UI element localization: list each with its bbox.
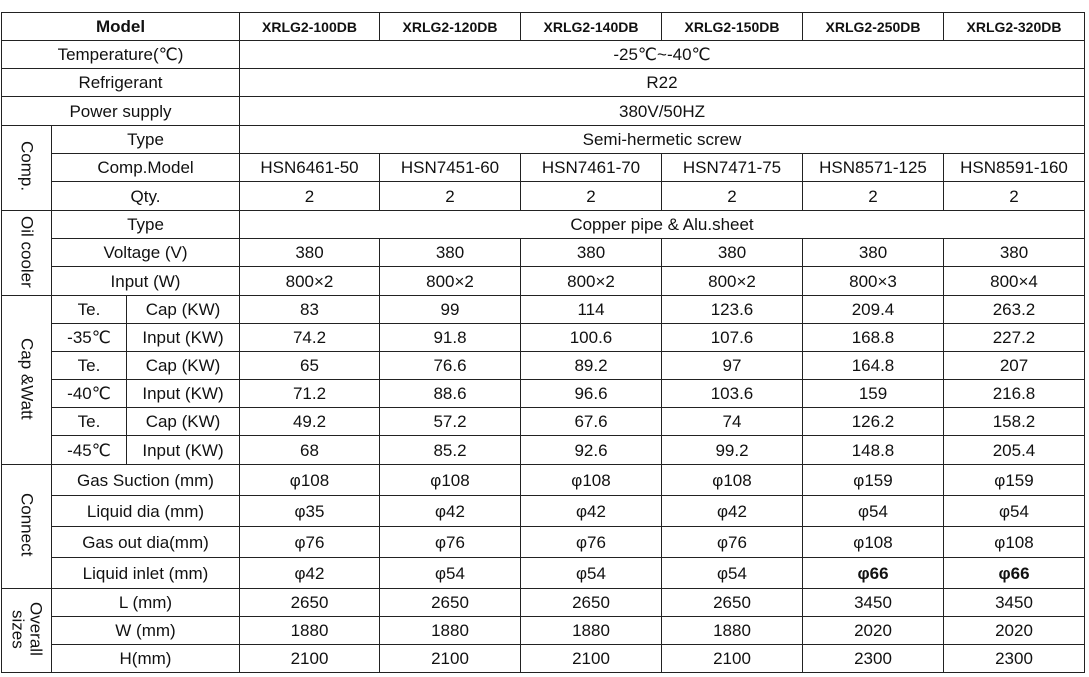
value-cell: 380	[944, 239, 1085, 267]
value-cell: 800×4	[944, 267, 1085, 296]
value-cell: 800×2	[662, 267, 803, 296]
value-cell: 205.4	[944, 436, 1085, 465]
model-cell: XRLG2-120DB	[380, 13, 521, 41]
row-label: Input (KW)	[127, 436, 240, 465]
row-label: Temperature(℃)	[2, 41, 240, 69]
group-label-comp: Comp.	[2, 126, 52, 211]
liquid-inlet-row	[2, 558, 1085, 589]
te-label: Te.	[52, 352, 127, 380]
value-cell: 97	[662, 352, 803, 380]
value-cell: 800×2	[240, 267, 380, 296]
value-cell: 3450	[803, 589, 944, 617]
value-cell: 800×2	[380, 267, 521, 296]
value-cell: HSN8571-125	[803, 154, 944, 182]
value-cell: 168.8	[803, 324, 944, 352]
row-label: Gas out dia(mm)	[52, 527, 240, 558]
value-cell: 2	[521, 182, 662, 211]
oil-voltage-row	[2, 239, 1085, 267]
cap-row-35	[2, 296, 1085, 324]
value-cell: 380	[662, 239, 803, 267]
value-cell: 76.6	[380, 352, 521, 380]
value-cell: φ54	[944, 496, 1085, 527]
value-cell: 2650	[240, 589, 380, 617]
comp-type-row	[2, 126, 1085, 154]
value-cell: 2	[662, 182, 803, 211]
value-cell: 99	[380, 296, 521, 324]
value-cell: φ159	[944, 465, 1085, 496]
value-cell: 380	[521, 239, 662, 267]
value-cell: 67.6	[521, 408, 662, 436]
value-cell: 159	[803, 380, 944, 408]
value-cell: 88.6	[380, 380, 521, 408]
value-cell: 2	[380, 182, 521, 211]
value-cell: φ108	[521, 465, 662, 496]
value-cell: 1880	[521, 617, 662, 645]
value-cell: φ108	[662, 465, 803, 496]
group-label-oil-cooler: Oil cooler	[2, 211, 52, 296]
value-cell: 107.6	[662, 324, 803, 352]
power-supply-row	[2, 97, 1085, 126]
value-cell: HSN7471-75	[662, 154, 803, 182]
value-cell: 123.6	[662, 296, 803, 324]
merged-value: Semi-hermetic screw	[240, 126, 1085, 154]
value-cell: φ66	[803, 558, 944, 589]
value-cell: 96.6	[521, 380, 662, 408]
value-cell: 263.2	[944, 296, 1085, 324]
merged-value: 380V/50HZ	[240, 97, 1085, 126]
row-label: Power supply	[2, 97, 240, 126]
row-label: Comp.Model	[52, 154, 240, 182]
value-cell: 209.4	[803, 296, 944, 324]
value-cell: 158.2	[944, 408, 1085, 436]
value-cell: 2300	[944, 645, 1085, 673]
value-cell: 1880	[662, 617, 803, 645]
value-cell: 91.8	[380, 324, 521, 352]
value-cell: φ76	[240, 527, 380, 558]
te-label: Te.	[52, 408, 127, 436]
height-row	[2, 645, 1085, 673]
te-value: -40℃	[52, 380, 127, 408]
model-label: Model	[2, 13, 240, 41]
value-cell: 2020	[803, 617, 944, 645]
row-label: Cap (KW)	[127, 352, 240, 380]
value-cell: φ108	[944, 527, 1085, 558]
value-cell: φ108	[240, 465, 380, 496]
value-cell: 800×3	[803, 267, 944, 296]
model-cell: XRLG2-250DB	[803, 13, 944, 41]
value-cell: φ108	[803, 527, 944, 558]
value-cell: 85.2	[380, 436, 521, 465]
value-cell: φ76	[380, 527, 521, 558]
value-cell: 92.6	[521, 436, 662, 465]
gas-out-dia-row	[2, 527, 1085, 558]
value-cell: 164.8	[803, 352, 944, 380]
te-label: Te.	[52, 296, 127, 324]
cap-row-40	[2, 352, 1085, 380]
value-cell: 380	[240, 239, 380, 267]
value-cell: 3450	[944, 589, 1085, 617]
row-label: L (mm)	[52, 589, 240, 617]
value-cell: 2100	[240, 645, 380, 673]
value-cell: 1880	[240, 617, 380, 645]
value-cell: 99.2	[662, 436, 803, 465]
value-cell: 2650	[380, 589, 521, 617]
input-row-40	[2, 380, 1085, 408]
row-label: Cap (KW)	[127, 296, 240, 324]
value-cell: 380	[380, 239, 521, 267]
model-cell: XRLG2-150DB	[662, 13, 803, 41]
value-cell: φ54	[803, 496, 944, 527]
row-label: Qty.	[52, 182, 240, 211]
cap-row-45	[2, 408, 1085, 436]
value-cell: 89.2	[521, 352, 662, 380]
te-value: -45℃	[52, 436, 127, 465]
value-cell: 2	[240, 182, 380, 211]
value-cell: HSN6461-50	[240, 154, 380, 182]
value-cell: φ159	[803, 465, 944, 496]
te-value: -35℃	[52, 324, 127, 352]
value-cell: 65	[240, 352, 380, 380]
value-cell: φ42	[521, 496, 662, 527]
model-cell: XRLG2-320DB	[944, 13, 1085, 41]
row-label: W (mm)	[52, 617, 240, 645]
row-label: Input (KW)	[127, 324, 240, 352]
merged-value: Copper pipe & Alu.sheet	[240, 211, 1085, 239]
row-label: Liquid inlet (mm)	[52, 558, 240, 589]
temperature-row	[2, 41, 1085, 69]
group-label-connect: Connect	[2, 465, 52, 589]
value-cell: HSN8591-160	[944, 154, 1085, 182]
gas-suction-row	[2, 465, 1085, 496]
value-cell: φ42	[240, 558, 380, 589]
value-cell: φ76	[521, 527, 662, 558]
spec-table	[1, 12, 1085, 673]
value-cell: 57.2	[380, 408, 521, 436]
row-label: Type	[52, 211, 240, 239]
liquid-dia-row	[2, 496, 1085, 527]
value-cell: 74.2	[240, 324, 380, 352]
value-cell: 2100	[662, 645, 803, 673]
value-cell: 2020	[944, 617, 1085, 645]
header-row	[2, 13, 1085, 41]
value-cell: φ42	[380, 496, 521, 527]
comp-model-row	[2, 154, 1085, 182]
row-label: Input (W)	[52, 267, 240, 296]
value-cell: 216.8	[944, 380, 1085, 408]
row-label: Input (KW)	[127, 380, 240, 408]
value-cell: φ54	[662, 558, 803, 589]
value-cell: 2300	[803, 645, 944, 673]
value-cell: 74	[662, 408, 803, 436]
value-cell: HSN7451-60	[380, 154, 521, 182]
value-cell: φ66	[944, 558, 1085, 589]
value-cell: 148.8	[803, 436, 944, 465]
row-label: Refrigerant	[2, 69, 240, 97]
row-label: Voltage (V)	[52, 239, 240, 267]
value-cell: 2650	[662, 589, 803, 617]
value-cell: 2100	[521, 645, 662, 673]
model-cell: XRLG2-140DB	[521, 13, 662, 41]
comp-qty-row	[2, 182, 1085, 211]
oil-type-row	[2, 211, 1085, 239]
value-cell: 68	[240, 436, 380, 465]
row-label: Cap (KW)	[127, 408, 240, 436]
merged-value: -25℃~-40℃	[240, 41, 1085, 69]
value-cell: φ54	[521, 558, 662, 589]
value-cell: HSN7461-70	[521, 154, 662, 182]
width-row	[2, 617, 1085, 645]
group-label-cap-watt: Cap &Watt	[2, 296, 52, 465]
value-cell: 2100	[380, 645, 521, 673]
value-cell: φ42	[662, 496, 803, 527]
row-label: Type	[52, 126, 240, 154]
value-cell: 114	[521, 296, 662, 324]
value-cell: 49.2	[240, 408, 380, 436]
value-cell: 207	[944, 352, 1085, 380]
value-cell: φ108	[380, 465, 521, 496]
length-row	[2, 589, 1085, 617]
refrigerant-row	[2, 69, 1085, 97]
oil-input-row	[2, 267, 1085, 296]
value-cell: φ35	[240, 496, 380, 527]
row-label: Liquid dia (mm)	[52, 496, 240, 527]
row-label: H(mm)	[52, 645, 240, 673]
value-cell: 83	[240, 296, 380, 324]
value-cell: 126.2	[803, 408, 944, 436]
group-label-overall-sizes: Overall sizes	[2, 589, 52, 673]
value-cell: 2	[944, 182, 1085, 211]
value-cell: φ76	[662, 527, 803, 558]
value-cell: 100.6	[521, 324, 662, 352]
merged-value: R22	[240, 69, 1085, 97]
value-cell: 1880	[380, 617, 521, 645]
input-row-45	[2, 436, 1085, 465]
model-cell: XRLG2-100DB	[240, 13, 380, 41]
value-cell: 380	[803, 239, 944, 267]
row-label: Gas Suction (mm)	[52, 465, 240, 496]
value-cell: φ54	[380, 558, 521, 589]
value-cell: 227.2	[944, 324, 1085, 352]
value-cell: 103.6	[662, 380, 803, 408]
input-row-35	[2, 324, 1085, 352]
value-cell: 71.2	[240, 380, 380, 408]
value-cell: 2650	[521, 589, 662, 617]
value-cell: 2	[803, 182, 944, 211]
value-cell: 800×2	[521, 267, 662, 296]
